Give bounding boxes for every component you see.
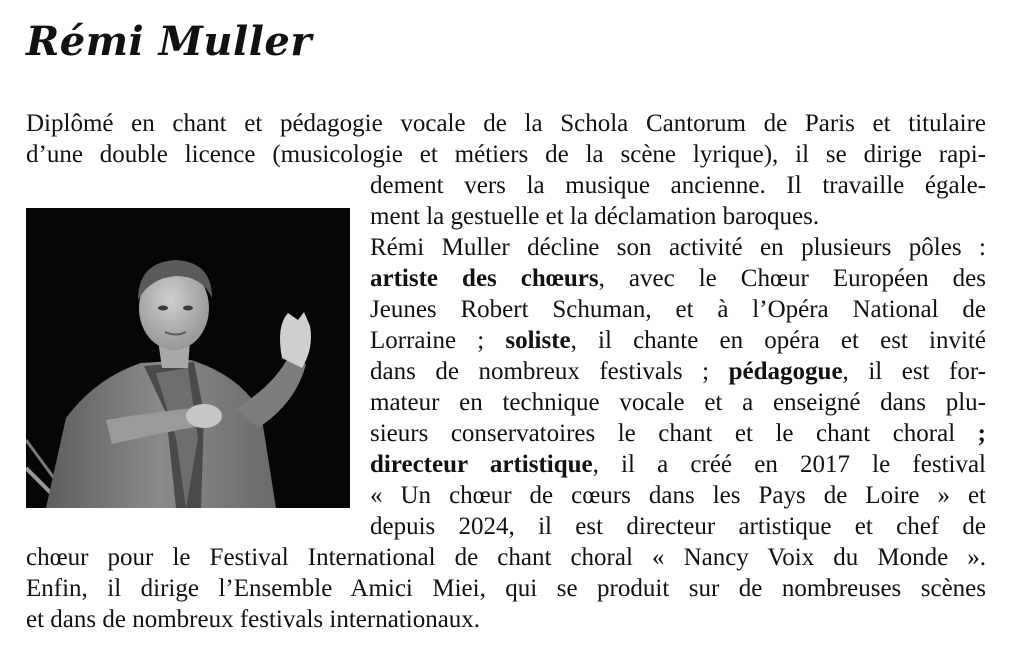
- bio-line-9-text-a: dans de nombreux festivals ;: [370, 358, 729, 385]
- bio-line-4: ment la gestuelle et la déclamation baroques.: [370, 203, 820, 230]
- bio-line-13: « Un chœur de cœurs dans les Pays de Loire » et: [370, 482, 986, 509]
- bio-line-6: [370, 265, 986, 293]
- bio-line-7: Jeunes Robert Schuman, et à l’Opéra National de: [370, 296, 986, 323]
- bio-line-9-text-b: , il est for-: [842, 358, 986, 385]
- bio-line-11-bold: ;: [977, 420, 986, 447]
- bio-line-10: mateur en technique vocale et a enseigné dans plu-: [370, 389, 986, 416]
- bio-line-11: [370, 420, 986, 448]
- bio-line-9: [370, 358, 986, 386]
- role-soloist: soliste: [505, 327, 571, 354]
- bio-line-5: Rémi Muller décline son activité en plusieurs pôles :: [370, 234, 986, 261]
- bio-line-1: Diplômé en chant et pédagogie vocale de la Schola Cantorum de Paris et titulaire: [26, 110, 986, 137]
- bio-line-8-text-a: Lorraine ;: [370, 327, 506, 354]
- bio-line-8: [370, 327, 986, 355]
- bio-line-3: dement vers la musique ancienne. Il travaille égale-: [370, 172, 986, 199]
- bio-line-16: Enfin, il dirige l’Ensemble Amici Miei, qui se produit sur de nombreuses scènes: [26, 575, 986, 602]
- bio-line-2: d’une double licence (musicologie et métiers de la scène lyrique), il se dirige rapi-: [26, 141, 986, 168]
- role-teacher: pédagogue: [728, 358, 843, 385]
- bio-line-14: depuis 2024, il est directeur artistique et chef de: [370, 513, 986, 540]
- page-title: Rémi Muller: [26, 18, 312, 65]
- role-artistic-director: directeur artistique: [370, 451, 593, 478]
- bio-line-17: et dans de nombreux festivals internationaux.: [26, 606, 481, 633]
- bio-line-12: [370, 451, 986, 479]
- bio-line-6-text: , avec le Chœur Européen des: [598, 265, 986, 292]
- portrait-illustration: [26, 208, 350, 508]
- role-choir-artist: artiste des chœurs: [370, 265, 599, 292]
- portrait-photo: [26, 208, 350, 508]
- bio-line-11-text: sieurs conservatoires le chant et le chant choral: [370, 420, 978, 447]
- bio-line-15: chœur pour le Festival International de chant choral « Nancy Voix du Monde ».: [26, 544, 986, 571]
- bio-line-12-text: , il a créé en 2017 le festival: [592, 451, 986, 478]
- bio-line-8-text-b: , il chante en opéra et est invité: [570, 327, 986, 354]
